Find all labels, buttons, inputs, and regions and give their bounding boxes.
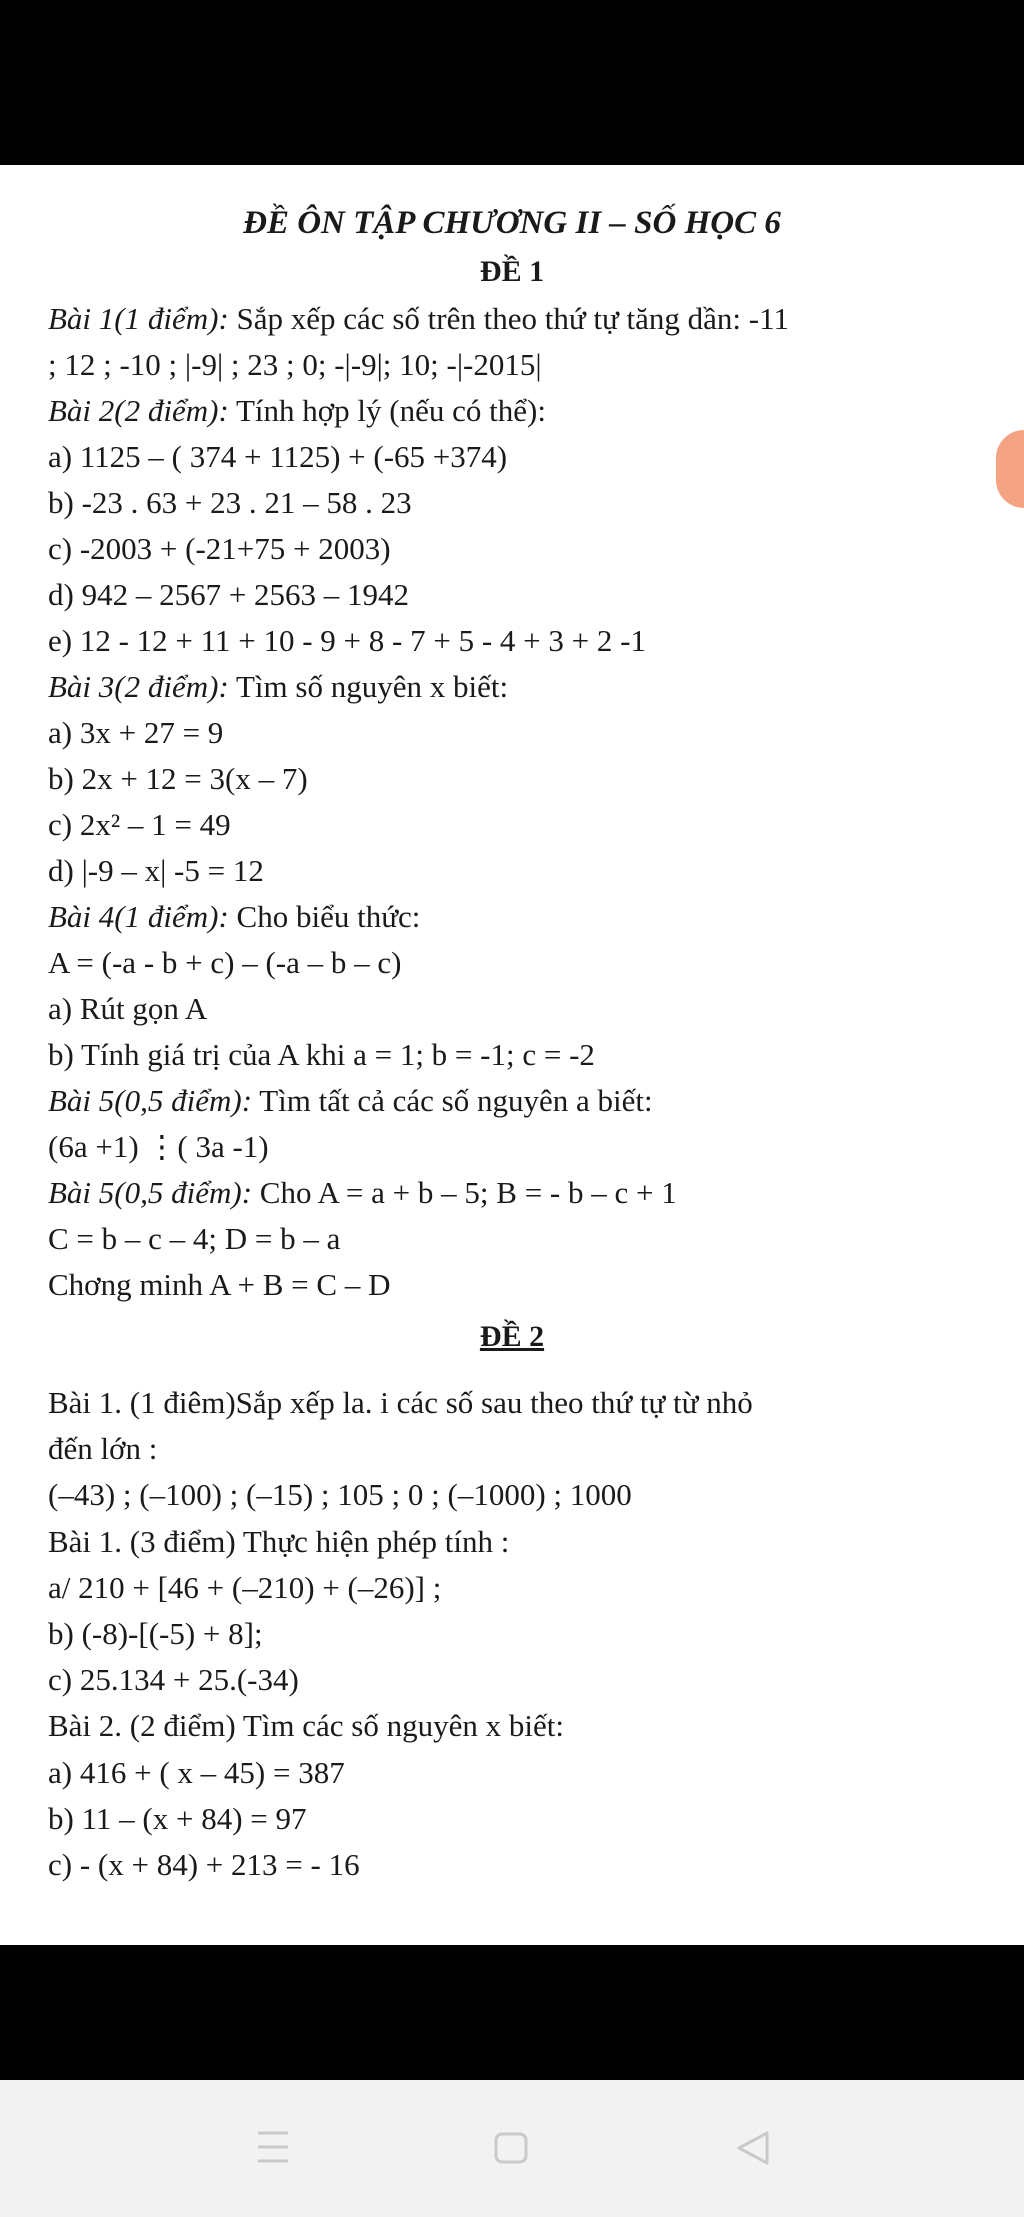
de2-lines-line xyxy=(48,1849,360,1880)
de1-lines-line xyxy=(48,1223,340,1254)
de1-lines-line xyxy=(48,533,391,564)
de1-lines-line xyxy=(48,395,546,426)
line-text: a) 3x + 27 = 9 xyxy=(48,715,224,750)
de2-lines-line xyxy=(48,1662,299,1698)
line-text: Chơng minh A + B = C – D xyxy=(48,1267,391,1302)
line-text: Bài 2. (2 điểm) Tìm các số nguyên x biết: xyxy=(48,1708,564,1744)
line-text: Tìm số nguyên x biết: xyxy=(228,669,509,704)
de2-lines-line xyxy=(48,1800,307,1836)
home-square-icon[interactable] xyxy=(494,2132,528,2164)
de2-lines-line xyxy=(48,1618,263,1649)
de1-lines-line xyxy=(48,901,420,932)
de2-lines-line xyxy=(48,1523,510,1559)
exercise-label: Bài 5(0,5 điểm): xyxy=(48,1083,253,1118)
de2-lines-line xyxy=(48,1477,632,1513)
de2-lines-line xyxy=(48,1569,442,1605)
status-bar xyxy=(0,0,1024,165)
de1-lines-line xyxy=(48,1177,677,1208)
de1-lines-line xyxy=(48,1085,653,1116)
line-text: c) 25.134 + 25.(-34) xyxy=(48,1662,299,1698)
line-text: b) 2x + 12 = 3(x – 7) xyxy=(48,761,308,796)
line-text: b) -23 . 63 + 23 . 21 – 58 . 23 xyxy=(48,485,412,520)
de2-lines-line xyxy=(48,1754,345,1790)
line-text: A = (-a - b + c) – (-a – b – c) xyxy=(48,945,402,980)
line-text: a/ 210 + [46 + (–210) + (–26)] ; xyxy=(48,1569,442,1605)
navigation-bar xyxy=(0,2080,1024,2217)
de1-label: ĐỀ 1 xyxy=(479,255,545,288)
line-text: Cho biểu thức: xyxy=(228,899,421,934)
line-text: b) Tính giá trị của A khi a = 1; b = -1; c = -2 xyxy=(48,1037,595,1072)
de1-lines-line xyxy=(48,441,507,472)
de1-lines-line xyxy=(48,349,542,380)
line-text: Tính hợp lý (nếu có thể): xyxy=(228,393,546,428)
line-text: a) 416 + ( x – 45) = 387 xyxy=(48,1754,345,1790)
page-title: ĐỀ ÔN TẬP CHƯƠNG II – SỐ HỌC 6 xyxy=(243,205,781,241)
line-text: c) -2003 + (-21+75 + 2003) xyxy=(48,531,391,566)
de2-lines-line xyxy=(48,1387,753,1418)
line-text: (–43) ; (–100) ; (–15) ; 105 ; 0 ; (–1000) ; 1000 xyxy=(48,1477,632,1513)
exercise-label: Bài 4(1 điểm): xyxy=(48,899,229,934)
line-text: Sắp xếp các số trên theo thứ tự tăng dần: -11 xyxy=(228,301,789,336)
de1-lines-line xyxy=(48,1039,595,1070)
floating-side-tab[interactable] xyxy=(996,430,1024,508)
line-text: e) 12 - 12 + 11 + 10 - 9 + 8 - 7 + 5 - 4 + 3 + 2 -1 xyxy=(48,623,646,658)
de1-lines-line xyxy=(48,625,646,656)
line-text: b) 11 – (x + 84) = 97 xyxy=(48,1800,307,1836)
line-text: đến lớn : xyxy=(48,1431,158,1467)
line-text: C = b – c – 4; D = b – a xyxy=(48,1221,341,1256)
line-text: d) |-9 – x| -5 = 12 xyxy=(48,853,264,888)
line-text: a) Rút gọn A xyxy=(48,991,208,1026)
de1-lines-line xyxy=(48,947,401,978)
exercise-label: Bài 3(2 điểm): xyxy=(48,669,229,704)
de1-lines-line xyxy=(48,671,508,702)
de1-lines-line xyxy=(48,809,231,840)
de1-lines-line xyxy=(48,1269,390,1300)
menu-icon[interactable] xyxy=(258,2130,288,2164)
document-page xyxy=(0,165,1024,1945)
de1-lines-line xyxy=(48,579,409,610)
line-text: c) - (x + 84) + 213 = - 16 xyxy=(48,1847,360,1882)
line-text: d) 942 – 2567 + 2563 – 1942 xyxy=(48,577,410,612)
de1-lines-line xyxy=(48,1131,269,1162)
line-text: Tìm tất cả các số nguyên a biết: xyxy=(252,1083,653,1118)
line-text: Cho A = a + b – 5; B = - b – c + 1 xyxy=(252,1175,677,1210)
exercise-label: Bài 1(1 điểm): xyxy=(48,301,229,336)
exercise-label: Bài 5(0,5 điểm): xyxy=(48,1175,253,1210)
exercise-label: Bài 2(2 điểm): xyxy=(48,393,229,428)
line-text: c) 2x² – 1 = 49 xyxy=(48,807,231,842)
de1-lines-line xyxy=(48,487,412,518)
line-text: a) 1125 – ( 374 + 1125) + (-65 +374) xyxy=(48,439,508,474)
de1-lines-line xyxy=(48,763,308,794)
line-text: ; 12 ; -10 ; |-9| ; 23 ; 0; -|-9|; 10; -|-2015| xyxy=(48,347,542,382)
de2-lines-line xyxy=(48,1708,564,1744)
line-text: Bài 1. (1 điêm)Sắp xếp la. i các số sau theo thứ tự từ nhỏ xyxy=(48,1385,753,1420)
back-triangle-icon[interactable] xyxy=(736,2130,770,2166)
line-text: b) (-8)-[(-5) + 8]; xyxy=(48,1616,263,1651)
de1-lines-line xyxy=(48,717,223,748)
line-text: Bài 1. (3 điểm) Thực hiện phép tính : xyxy=(48,1523,510,1559)
de2-label: ĐỀ 2 xyxy=(479,1320,545,1353)
de2-lines-line xyxy=(48,1431,158,1467)
bottom-black-area xyxy=(0,1945,1024,2080)
de1-lines-line xyxy=(48,855,264,886)
line-text: (6a +1) ⋮( 3a -1) xyxy=(48,1129,269,1164)
de1-lines-line xyxy=(48,303,789,334)
de1-lines-line xyxy=(48,993,207,1024)
